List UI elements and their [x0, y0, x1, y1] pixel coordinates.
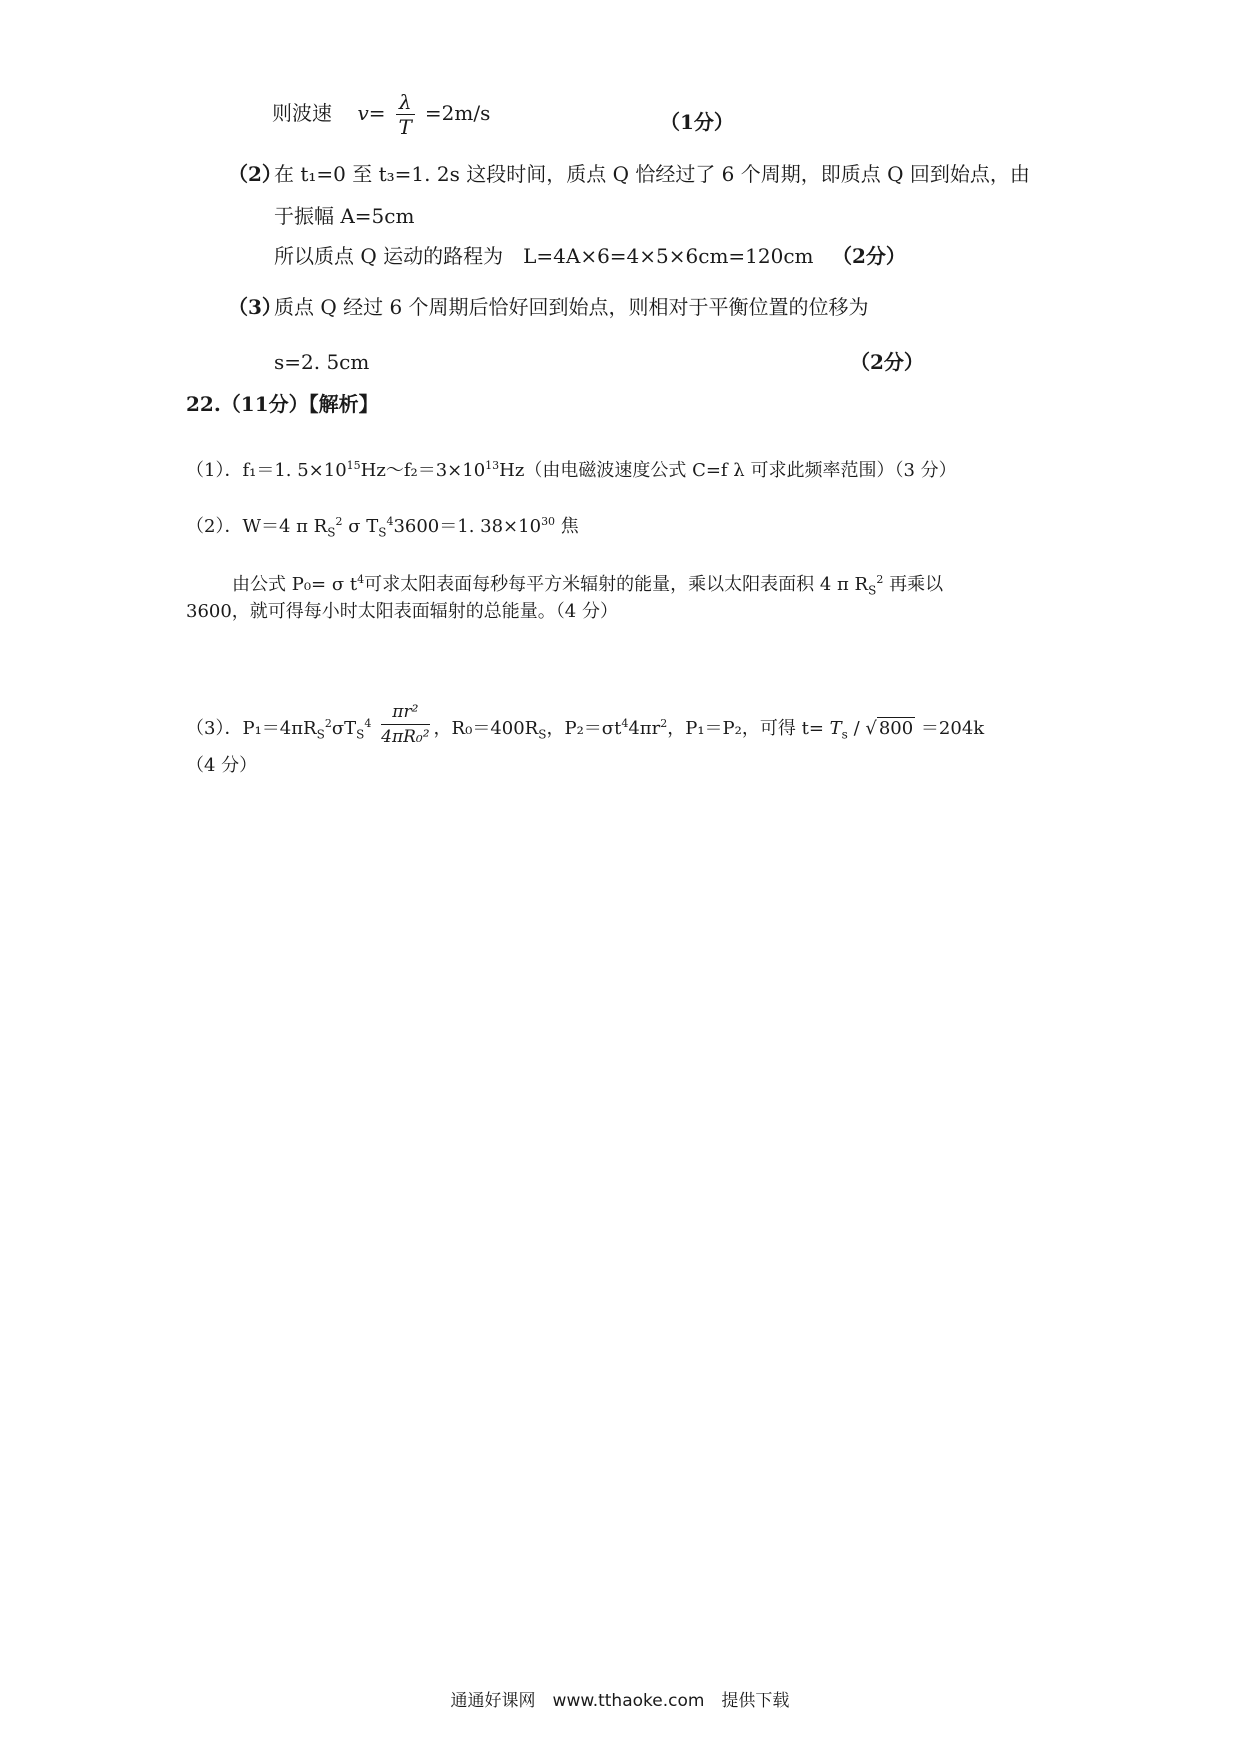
- q22-part3-score: （4 分）: [186, 755, 258, 776]
- wave-speed-rhs: =2m/s: [424, 101, 491, 125]
- q22-part2-sub2: S: [378, 525, 387, 540]
- q22-part3-mid3: ，P₂＝σt: [546, 718, 622, 739]
- q22-explain-exp2: 2: [876, 573, 884, 586]
- q22-part3-e3: 4: [621, 717, 629, 730]
- q21-part2-number: （2）: [228, 162, 282, 186]
- pi-fraction-numerator: πr²: [381, 700, 429, 725]
- q22-part2-suffix: 焦: [555, 516, 579, 537]
- q22-part1-mid: Hz～f₂＝3×10: [360, 460, 486, 481]
- wave-speed-score: （1分）: [660, 110, 734, 134]
- q22-part3-t-sub: s: [841, 727, 848, 742]
- q21-part3-line2: s=2. 5cm: [274, 350, 370, 374]
- q22-explain-b: 可求太阳表面每秒每平方米辐射的能量，乘以太阳表面积 4 π R: [364, 574, 869, 595]
- q22-part3-e2: 4: [364, 717, 372, 730]
- wave-speed-lhs: v=: [357, 101, 386, 125]
- pi-fraction-denominator: 4πR₀²: [381, 727, 430, 747]
- q22-explain-c: 再乘以: [883, 574, 944, 595]
- q21-part3-score: （2分）: [850, 350, 924, 374]
- q22-part1-prefix: （1）．f₁＝1. 5×10: [186, 460, 347, 481]
- q22-part2-mid: σ T: [342, 516, 379, 537]
- q22-part1: [186, 452, 957, 485]
- q22-part3-s3: S: [538, 727, 547, 742]
- q22-part2-mid2: 3600＝1. 38×10: [393, 516, 542, 537]
- q22-part3-s1: S: [316, 727, 325, 742]
- q22-part2-exp1: 2: [335, 515, 343, 528]
- footer-credit: 通通好课网 www.tthaoke.com 提供下载: [450, 1691, 790, 1711]
- q22-part3-t-symbol: T: [829, 718, 842, 739]
- wave-speed-line: [272, 90, 490, 139]
- q22-part1-exp2: 13: [485, 459, 500, 472]
- q22-part3-result: ＝204k: [920, 718, 985, 739]
- fraction-numerator: λ: [396, 90, 415, 115]
- q21-part2-line1: 在 t₁=0 至 t₃=1. 2s 这段时间，质点 Q 恰经过了 6 个周期，即质点 Q 回到始点，由: [274, 162, 1030, 186]
- q21-part3-number: （3）: [228, 295, 282, 319]
- q22-explain-sub: S: [868, 583, 877, 598]
- q22-part3-mid2: ，R₀＝400R: [433, 718, 539, 739]
- q22-part2-sub1: S: [327, 525, 336, 540]
- q22-heading: 22.（11分）【解析】: [186, 392, 379, 416]
- q21-part2-line2: 于振幅 A=5cm: [274, 204, 415, 228]
- q22-part3-sqrt-value: 800: [878, 718, 914, 739]
- q21-part3-line1: 质点 Q 经过 6 个周期后恰好回到始点，则相对于平衡位置的位移为: [274, 295, 869, 319]
- fraction-denominator: T: [398, 115, 412, 139]
- q22-part3-mid1: σT: [331, 718, 357, 739]
- q22-part3-e4: 2: [660, 717, 668, 730]
- q22-part2-exp3: 30: [541, 515, 556, 528]
- q22-explain-line2: 3600，就可得每小时太阳表面辐射的总能量。（4 分）: [186, 601, 618, 622]
- q21-part2-line3: 所以质点 Q 运动的路程为 L=4A×6=4×5×6cm=120cm: [274, 244, 814, 268]
- q22-part3-mid4: 4πr: [628, 718, 661, 739]
- q22-part2-exp2: 4: [386, 515, 394, 528]
- q22-part3-mid5: ，P₁＝P₂，可得 t=: [667, 718, 824, 739]
- q22-explain-a: 由公式 P₀= σ t: [232, 574, 358, 595]
- q22-part3-e1: 2: [324, 717, 332, 730]
- q22-part3-s2: S: [356, 727, 365, 742]
- q22-part2: [186, 508, 579, 547]
- q22-part1-exp1: 15: [346, 459, 361, 472]
- q22-part1-suffix: Hz（由电磁波速度公式 C=f λ 可求此频率范围）（3 分）: [499, 460, 957, 481]
- q22-part3: （3）．$P_1=4\pi R_S^2\sigma T_S^4$ $\frac{\text{πr²}}{\text{4πR₀²}}$ ，$R_0=400R_S$，$P_2=\sigma t^44\pi r^2$，P₁＝P₂，可得 $t= T_s$ / √ 800 ＝204k: [186, 702, 985, 747]
- lambda-over-t-fraction: [396, 90, 415, 139]
- pi-r-squared-fraction: [381, 700, 429, 749]
- q22-part3-prefix: （3）．P₁＝4πR: [186, 718, 317, 739]
- q21-part2-score: （2分）: [832, 244, 906, 268]
- q22-part2-prefix: （2）．W＝4 π R: [186, 516, 328, 537]
- q22-explain-exp: 4: [357, 573, 365, 586]
- wave-speed-label: 则波速: [272, 101, 332, 125]
